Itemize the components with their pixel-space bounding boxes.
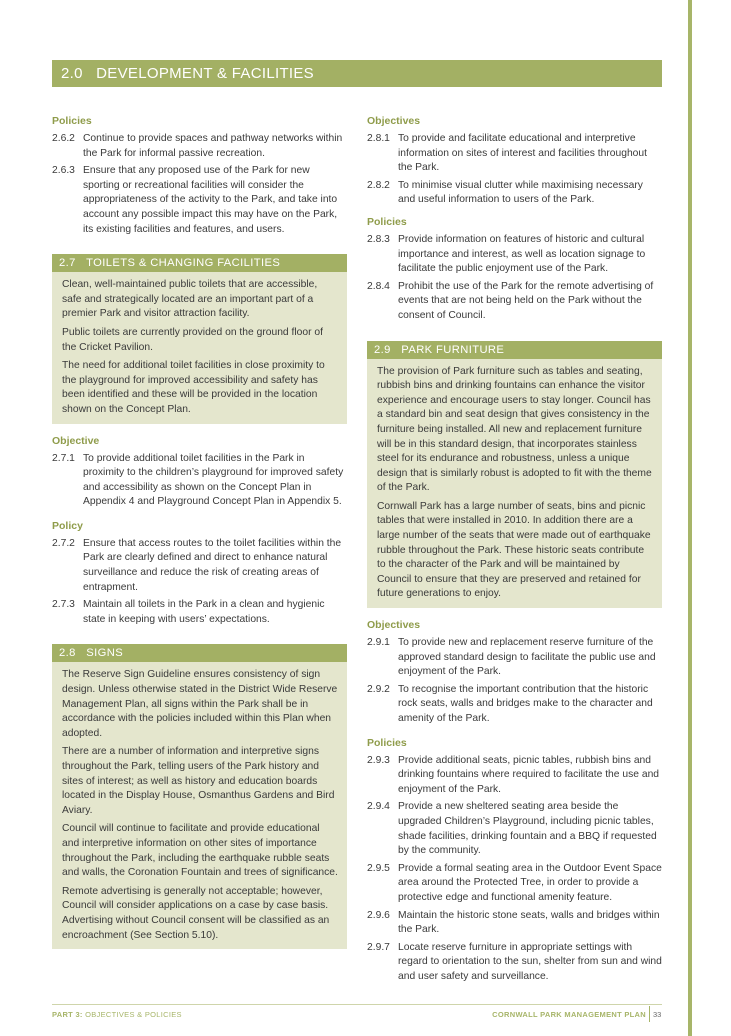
item-text: Ensure that any proposed use of the Park for new sporting or recreational facilities will consider the appropriateness of the activity to the Park, and take into account any possible impact this may have on the Park, its existing facilities and features, and users. [83,165,338,235]
numbered-item [367,280,662,324]
numbered-item [367,179,662,208]
intro-paragraph: There are a number of information and interpretive signs throughout the Park, telling users of the Park history and sites of interest; as well as history and education boards located in the Display House, Osmanthus Gardens and Bird Aviary. [62,746,335,816]
footer-separator [649,1006,650,1022]
objective-list [367,636,662,727]
section-title: TOILETS & CHANGING FACILITIES [86,257,281,270]
intro-paragraph: Council will continue to facilitate and provide educational and interpretive information on other sites of importance throughout the Park, including the earthquake rubble seats and walls, the Coronation Fountain and trees of significance. [62,823,338,879]
item-text: Prohibit the use of the Park for the remote advertising of events that are not being held on the Park without the consent of Council. [398,280,654,321]
numbered-item [52,598,347,627]
section-header-toilets [52,254,347,272]
section-intro-signs [52,662,347,949]
numbered-item [367,636,662,680]
item-text: Maintain all toilets in the Park in a clean and hygienic state in keeping with users’ expectations. [83,599,325,625]
numbered-item [367,683,662,727]
item-number: 2.6.3 [52,165,75,177]
intro-paragraph: The Reserve Sign Guideline ensures consistency of sign design. Unless otherwise stated in the District Wide Reserve Management Plan, all signs within the Park shall be in accordance with the policies included within this Plan when adopted. [62,669,338,739]
policy-list [52,537,347,628]
item-number: 2.9.7 [367,941,390,953]
footer-part-title: OBJECTIVES & POLICIES [85,1010,182,1019]
footer-part-label: PART 3: [52,1010,83,1019]
section-title: PARK FURNITURE [401,343,505,356]
item-text: Provide a formal seating area in the Outdoor Event Space area around the Protected Tree, in order to provide a protective edge and functional amenity feature. [398,862,662,903]
item-number: 2.9.5 [367,862,390,874]
right-column [367,114,662,988]
item-number: 2.9.1 [367,637,390,649]
item-text: To minimise visual clutter while maximising necessary and useful information to users of the Park. [398,179,643,206]
policy-list [367,233,662,324]
numbered-item [52,452,347,510]
item-number: 2.9.6 [367,909,390,921]
chapter-banner [52,60,662,87]
item-text: Maintain the historic stone seats, walls and bridges within the Park. [398,909,660,936]
numbered-item [367,132,662,176]
item-number: 2.6.2 [52,133,75,144]
item-number: 2.7.2 [52,537,75,549]
item-number: 2.8.4 [367,280,390,292]
section-number: 2.7 [59,257,76,270]
section-title: SIGNS [86,647,124,660]
policy-list [52,132,347,237]
item-text: To provide additional toilet facilities in the Park in proximity to the children’s playground for improved safety and accessibility as shown on the Concept Plan in Appendix 4 and Playground Concept Plan in Appendix 5. [83,452,344,508]
item-text: Provide additional seats, picnic tables, rubbish bins and drinking fountains where required to facilitate the use and enjoyment of the Park. [398,754,660,795]
section-intro-furniture [367,359,662,609]
policies-heading: Policies [367,736,407,749]
item-text: Locate reserve furniture in appropriate settings with regard to orientation to the sun, shelter from sun and wind and user safety and surveillance. [398,941,662,982]
chapter-title: DEVELOPMENT & FACILITIES [96,65,314,82]
item-number: 2.9.2 [367,683,390,695]
item-text: Provide information on features of historic and cultural importance and interest, as well as location signage to facilitate the public enjoyment use of the Park. [398,233,646,275]
intro-paragraph: Public toilets are currently provided on the ground floor of the Cricket Pavilion. [62,326,324,353]
objective-heading: Objective [52,434,100,447]
section-intro-toilets [52,272,347,423]
section-number: 2.8 [59,647,76,660]
left-column [52,114,347,949]
footer-part [52,1010,182,1019]
section-header-furniture [367,341,662,359]
numbered-item [367,754,662,798]
section-header-signs [52,644,347,662]
numbered-item [367,800,662,858]
item-text: Provide a new sheltered seating area beside the upgraded Children’s Playground, including picnic tables, shade facilities, drinking fountain and a BBQ if requested by the community. [398,801,657,857]
item-number: 2.7.1 [52,452,75,464]
intro-paragraph: Clean, well-maintained public toilets that are accessible, safe and strategically located are an important part of a premier Park and visitor attraction facility. [62,279,318,320]
policy-heading: Policy [52,519,83,532]
numbered-item [52,537,347,595]
section-number: 2.9 [374,343,391,356]
numbered-item [367,941,662,985]
item-number: 2.8.3 [367,233,390,245]
intro-paragraph: Cornwall Park has a large number of seats, bins and picnic tables that were installed in 2010. In addition there are a large number of the seats that were made out of earthquake rubble throughout the Park. These historic seats contribute to the character of the Park and will be maintained by Council to ensure that they are preserved and retained for future generations to enjoy. [377,500,651,600]
footer-rule [52,1004,662,1005]
objectives-heading: Objectives [367,619,421,632]
numbered-item [367,862,662,906]
policies-heading: Policies [52,115,92,127]
numbered-item [367,233,662,277]
item-text: Continue to provide spaces and pathway networks within the Park for informal passive recreation. [83,133,343,159]
objective-list [52,452,347,510]
objectives-heading: Objectives [367,115,421,127]
item-number: 2.8.1 [367,133,390,144]
item-text: To recognise the important contribution that the historic rock seats, walls and bridges make to the character and amenity of the Park. [398,683,653,724]
footer-doc-title: CORNWALL PARK MANAGEMENT PLAN [492,1010,646,1019]
numbered-item [52,164,347,237]
item-text: Ensure that access routes to the toilet facilities within the Park are clearly defined and direct to enhance natural surveillance and reduce the risk of creating areas of entrapment. [83,537,342,593]
chapter-number: 2.0 [61,65,83,82]
numbered-item [367,909,662,938]
item-number: 2.8.2 [367,179,390,191]
intro-paragraph: The provision of Park furniture such as tables and seating, rubbish bins and drinking fountains can enhance the visitor experience and encourage users to stay longer. Council has a standard bin and seat design that gives consistency in the furniture being installed. All new and replacement furniture will be in this standard design, that incorporates stainless steel for its endurance and robustness, unless a unique design that is similarly robust is adopted to fit with the theme of the Park. [377,365,652,494]
numbered-item [52,132,347,161]
objective-list [367,132,662,208]
page-edge-rule [688,0,692,1036]
item-number: 2.7.3 [52,599,75,611]
item-text: To provide new and replacement reserve furniture of the approved standard design to facilitate the public use and enjoyment of the Park. [398,637,656,678]
intro-paragraph: The need for additional toilet facilities in close proximity to the playground for improved accessibility and safety has been identified and these will be provided in the location shown on the Concept Plan. [62,360,325,415]
item-text: To provide and facilitate educational and interpretive information on sites of interest and facilities throughout the Park. [398,133,647,174]
policies-heading: Policies [367,215,407,228]
item-number: 2.9.4 [367,801,390,813]
policy-list [367,754,662,985]
page-number: 33 [653,1010,662,1019]
item-number: 2.9.3 [367,754,390,766]
intro-paragraph: Remote advertising is generally not acceptable; however, Council will consider applications on a case by case basis. Advertising without Council consent will be classified as an encroachment (See Section 5.10). [62,885,330,941]
